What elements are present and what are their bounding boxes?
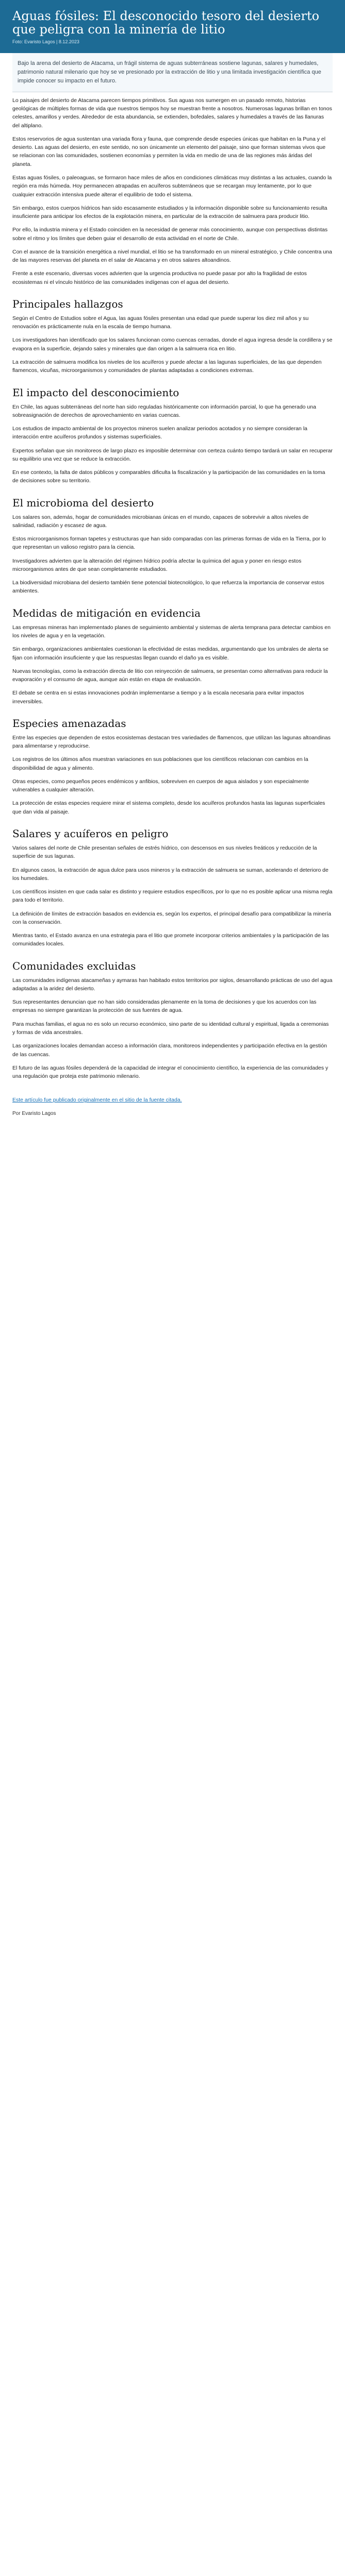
- article-section: [12, 96, 333, 286]
- paragraph: Los investigadores han identificado que los salares funcionan como cuencas cerradas, donde el agua ingresa desde la cordillera y se evapora en la superficie, dejando sales y minerales que dan origen a la salmuera rica en litio.: [12, 337, 333, 352]
- paragraph: La biodiversidad microbiana del desierto también tiene potencial biotecnológico, lo que refuerza la importancia de conservar estos ambientes.: [12, 580, 324, 595]
- paragraph: Para muchas familias, el agua no es solo un recurso económico, sino parte de su identidad cultural y espiritual, ligada a ceremonias y formas de vida ancestrales.: [12, 1021, 329, 1036]
- paragraph: En algunos casos, la extracción de agua dulce para usos mineros y la extracción de salmuera se suman, acelerando el deterioro de los humedales.: [12, 867, 328, 882]
- paragraph: Según el Centro de Estudios sobre el Agua, las aguas fósiles presentan una edad que puede superar los diez mil años y su renovación es prácticamente nula en la escala de tiempo humana.: [12, 315, 309, 330]
- article-section: [12, 298, 333, 375]
- article-lead: Bajo la arena del desierto de Atacama, un frágil sistema de aguas subterráneas sostiene lagunas, salares y humedales, patrimonio natural milenario que hoy se ve presionado por la extracción de litio y una limitada investigación científica que impide conocer su impacto en el futuro.: [12, 53, 333, 92]
- section-heading: El impacto del desconocimiento: [12, 386, 179, 399]
- paragraph: Los salares son, además, hogar de comunidades microbianas únicas en el mundo, capaces de sobrevivir a altos niveles de salinidad, radiación y escasez de agua.: [12, 514, 309, 529]
- article-section: [12, 960, 333, 1081]
- paragraph: La protección de estas especies requiere mirar el sistema completo, desde los acuíferos profundos hasta las lagunas superficiales que dan vida al paisaje.: [12, 800, 325, 815]
- paragraph: Estos reservorios de agua sustentan una variada flora y fauna, que comprende desde especies únicas que habitan en la Puna y el desierto. Las aguas del desierto, en este sentido, no son únicamente un elemento del paisaje, sino que forman sistemas vivos que se relacionan con las comunidades, sostienen economías y permiten la vida en medio de una de las regiones más áridas del planeta.: [12, 135, 326, 167]
- article-section: [12, 386, 333, 485]
- paragraph: Otras especies, como pequeños peces endémicos y anfibios, sobreviven en cuerpos de agua aislados y son especialmente vulnerables a cualquier alteración.: [12, 778, 309, 793]
- article-meta: Foto: Evaristo Lagos | 8.12.2023: [12, 39, 79, 44]
- paragraph: Las organizaciones locales demandan acceso a información clara, monitoreos independientes y participación efectiva en la gestión de las cuencas.: [12, 1043, 327, 1058]
- paragraph: Las empresas mineras han implementado planes de seguimiento ambiental y sistemas de alerta temprana para detectar cambios en los niveles de agua y en la vegetación.: [12, 624, 331, 639]
- article-section: [12, 827, 333, 948]
- paragraph: Sus representantes denuncian que no han sido consideradas plenamente en la toma de decisiones y que los acuerdos con las empresas no siempre garantizan la protección de sus fuentes de agua.: [12, 999, 317, 1014]
- article-section: [12, 717, 333, 816]
- paragraph: Las comunidades indígenas atacameñas y aymaras han habitado estos territorios por siglos, desarrollando prácticas de uso del agua adaptadas a la aridez del desierto.: [12, 977, 333, 992]
- paragraph: En ese contexto, la falta de datos públicos y comparables dificulta la fiscalización y la participación de las comunidades en la toma de decisiones sobre su territorio.: [12, 469, 325, 484]
- paragraph: El debate se centra en si estas innovaciones podrán implementarse a tiempo y a la escala necesaria para evitar impactos irreversibles.: [12, 690, 304, 705]
- paragraph: La definición de límites de extracción basados en evidencia es, según los expertos, el principal desafío para compatibilizar la minería con la conservación.: [12, 910, 332, 925]
- paragraph: Los registros de los últimos años muestran variaciones en sus poblaciones que los científicos relacionan con cambios en la disponibilidad de agua y alimento.: [12, 756, 308, 771]
- section-heading: Principales hallazgos: [12, 297, 123, 310]
- article-header: [0, 0, 345, 53]
- paragraph: Entre las especies que dependen de estos ecosistemas destacan tres variedades de flamencos, que utilizan las lagunas altoandinas para alimentarse y reproducirse.: [12, 734, 331, 750]
- paragraph: Expertos señalan que sin monitoreos de largo plazo es imposible determinar con certeza cuánto tiempo tardará un salar en recuperar su equilibrio una vez que se reduce la extracción.: [12, 447, 333, 462]
- article-section: [12, 607, 333, 706]
- paragraph: Investigadores advierten que la alteración del régimen hídrico podría afectar la química del agua y poner en riesgo estos microorganismos antes de que sean completamente estudiados.: [12, 557, 302, 572]
- paragraph: Con el avance de la transición energética a nivel mundial, el litio se ha transformado en un mineral estratégico, y Chile concentra una de las mayores reservas del planeta en el salar de Atacama y en otros salares altoandinos.: [12, 248, 332, 264]
- paragraph: Estas aguas fósiles, o paleoaguas, se formaron hace miles de años en condiciones climáticas muy distintas a las actuales, cuando la región era más húmeda. Hoy permanecen atrapadas en acuíferos subterráneos que se recargan muy lentamente, por lo que cualquier extracción intensiva puede alterar el equilibrio de todo el sistema.: [12, 174, 332, 198]
- article-title: Aguas fósiles: El desconocido tesoro del desierto que peligra con la minería de litio: [12, 9, 320, 37]
- article-footer: [0, 1096, 345, 1133]
- paragraph: Sin embargo, estos cuerpos hídricos han sido escasamente estudiados y la información disponible sobre su funcionamiento resulta insuficiente para anticipar los efectos de la explotación minera, en particular de la extracción de salmuera para producir litio.: [12, 205, 327, 220]
- paragraph: Estos microorganismos forman tapetes y estructuras que han sido comparadas con las primeras formas de vida en la Tierra, por lo que representan un valioso registro para la ciencia.: [12, 536, 326, 551]
- paragraph: Lo paisajes del desierto de Atacama parecen tiempos primitivos. Sus aguas nos sumergen en un pasado remoto, historias geológicas de múltiples formas de vida que nuestros tiempos hoy se muestran frente a nosotros. Numerosas lagunas brillan en tonos celestes, amarillos y verdes. Alrededor de esta abundancia, se extienden, bofedales, salares y humedales a través de las llanuras del altiplano.: [12, 97, 332, 129]
- article-section: [12, 497, 333, 596]
- article-body: [0, 92, 345, 1096]
- section-heading: Comunidades excluidas: [12, 959, 136, 972]
- paragraph: Por ello, la industria minera y el Estado coinciden en la necesidad de generar más conocimiento, aunque con perspectivas distintas sobre el ritmo y los límites que deben guiar el desarrollo de esta actividad en el norte de Chile.: [12, 227, 328, 242]
- paragraph: La extracción de salmuera modifica los niveles de los acuíferos y puede afectar a las lagunas superficiales, de las que dependen flamencos, vicuñas, microorganismos y comunidades de plantas adaptadas a condiciones extremas.: [12, 359, 322, 374]
- section-heading: Salares y acuíferos en peligro: [12, 827, 169, 840]
- paragraph: En Chile, las aguas subterráneas del norte han sido reguladas históricamente con información parcial, lo que ha generado una sobreasignación de derechos de aprovechamiento en varias cuencas.: [12, 403, 316, 418]
- paragraph: Sin embargo, organizaciones ambientales cuestionan la efectividad de estas medidas, argumentando que los umbrales de alerta se fijan con información insuficiente y que las respuestas llegan cuando el daño ya es visible.: [12, 646, 328, 661]
- paragraph: Mientras tanto, el Estado avanza en una estrategia para el litio que promete incorporar criterios ambientales y la participación de las comunidades locales.: [12, 933, 330, 947]
- section-heading: Especies amenazadas: [12, 717, 126, 730]
- paragraph: Frente a este escenario, diversas voces advierten que la urgencia productiva no puede pasar por alto la fragilidad de estos ecosistemas ni el vínculo histórico de las comunidades indígenas con el agua del desierto.: [12, 270, 307, 285]
- section-heading: Medidas de mitigación en evidencia: [12, 606, 201, 619]
- section-heading: El microbioma del desierto: [12, 496, 154, 509]
- paragraph: Los estudios de impacto ambiental de los proyectos mineros suelen analizar periodos acotados y no siempre consideran la interacción entre acuíferos profundos y sistemas superficiales.: [12, 426, 307, 440]
- article-byline: Por Evaristo Lagos: [12, 1110, 56, 1116]
- paragraph: Varios salares del norte de Chile presentan señales de estrés hídrico, con descensos en sus niveles freáticos y reducción de la superficie de sus lagunas.: [12, 845, 317, 860]
- paragraph: Los científicos insisten en que cada salar es distinto y requiere estudios específicos, por lo que no es posible aplicar una misma regla para todo el territorio.: [12, 889, 333, 904]
- source-link[interactable]: Este artículo fue publicado originalmente en el sitio de la fuente citada.: [12, 1097, 182, 1104]
- paragraph: Nuevas tecnologías, como la extracción directa de litio con reinyección de salmuera, se presentan como alternativas para reducir la evaporación y el consumo de agua, aunque aún están en etapa de evaluación.: [12, 668, 328, 683]
- paragraph: El futuro de las aguas fósiles dependerá de la capacidad de integrar el conocimiento científico, la experiencia de las comunidades y una regulación que proteja este patrimonio milenario.: [12, 1064, 328, 1080]
